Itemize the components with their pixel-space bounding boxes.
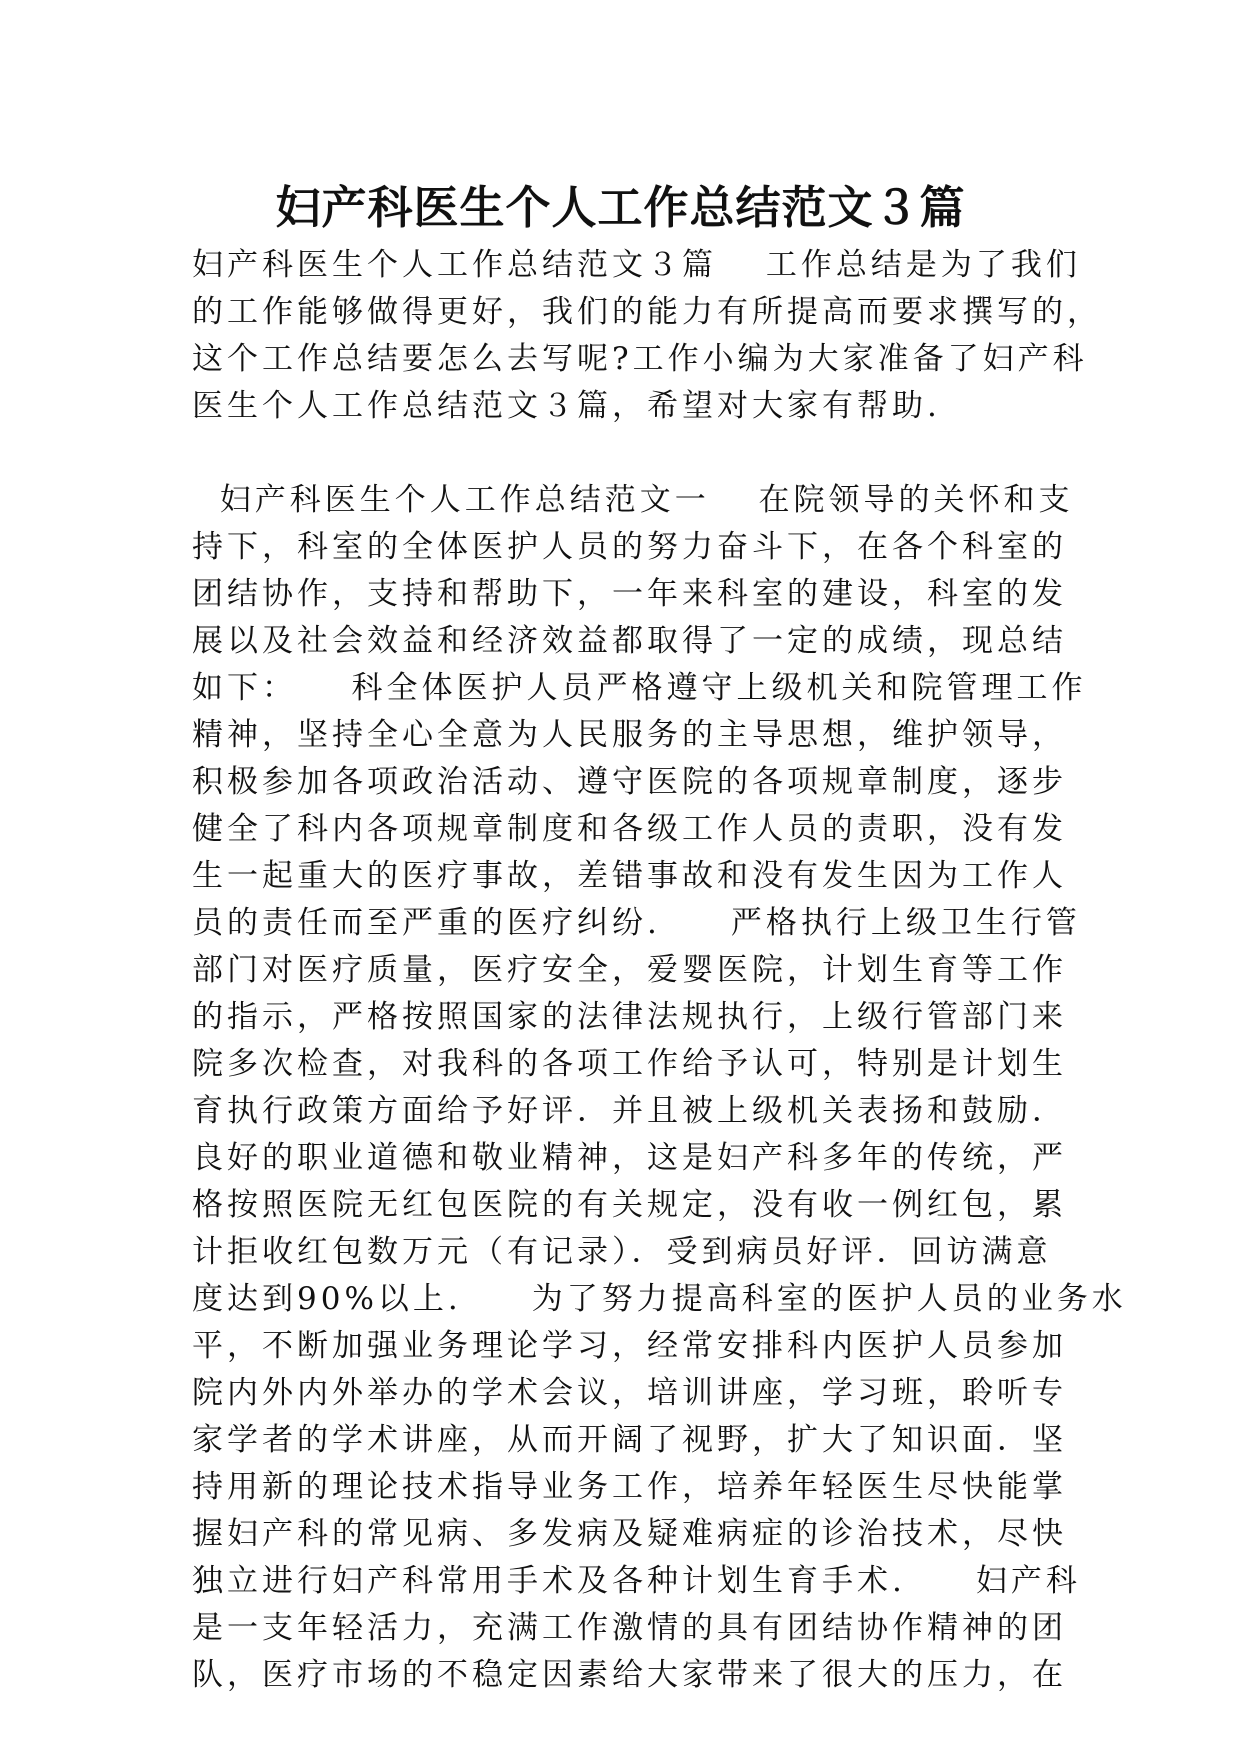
- text-line: 育执行政策方面给予好评．并且被上级机关表扬和鼓励．: [192, 1093, 1067, 1129]
- text-line: 院多次检查，对我科的各项工作给予认可，特别是计划生: [192, 1046, 1067, 1082]
- text-line: 员的责任而至严重的医疗纠纷. 严格执行上级卫生行管: [192, 905, 1081, 941]
- text-line: 持下，科室的全体医护人员的努力奋斗下，在各个科室的: [192, 529, 1067, 565]
- text-line: 积极参加各项政治活动、遵守医院的各项规章制度，逐步: [192, 764, 1067, 800]
- text-line: 精神，坚持全心全意为人民服务的主导思想，维护领导，: [192, 717, 1067, 753]
- text-line: 医生个人工作总结范文３篇，希望对大家有帮助.: [192, 388, 941, 424]
- text-line: 家学者的学术讲座，从而开阔了视野，扩大了知识面．坚: [192, 1422, 1067, 1458]
- text-line: 度达到90%以上. 为了努力提高科室的医护人员的业务水: [192, 1281, 1127, 1317]
- text-line: 妇产科医生个人工作总结范文一 在院领导的关怀和支: [192, 482, 1074, 518]
- text-line: 格按照医院无红包医院的有关规定，没有收一例红包，累: [192, 1187, 1067, 1223]
- section-one-paragraph: [192, 477, 1127, 1699]
- text-line: 计拒收红包数万元（有记录）．受到病员好评．回访满意: [192, 1234, 1052, 1270]
- text-line: 妇产科医生个人工作总结范文３篇 工作总结是为了我们: [192, 247, 1081, 283]
- text-line: 独立进行妇产科常用手术及各种计划生育手术. 妇产科: [192, 1563, 1081, 1599]
- text-line: 院内外内外举办的学术会议，培训讲座，学习班，聆听专: [192, 1375, 1067, 1411]
- intro-paragraph: [192, 242, 1102, 430]
- text-line: 握妇产科的常见病、多发病及疑难病症的诊治技术，尽快: [192, 1516, 1067, 1552]
- text-line: 队，医疗市场的不稳定因素给大家带来了很大的压力，在: [192, 1657, 1067, 1693]
- text-line: 生一起重大的医疗事故，差错事故和没有发生因为工作人: [192, 858, 1067, 894]
- text-line: 平，不断加强业务理论学习，经常安排科内医护人员参加: [192, 1328, 1067, 1364]
- text-line: 的工作能够做得更好，我们的能力有所提高而要求撰写的，: [192, 294, 1102, 330]
- document-title: 妇产科医生个人工作总结范文３篇: [275, 181, 966, 234]
- text-line: 如下： 科全体医护人员严格遵守上级机关和院管理工作: [192, 670, 1087, 706]
- text-line: 这个工作总结要怎么去写呢?工作小编为大家准备了妇产科: [192, 341, 1088, 377]
- text-line: 部门对医疗质量，医疗安全，爱婴医院，计划生育等工作: [192, 952, 1067, 988]
- text-line: 是一支年轻活力，充满工作激情的具有团结协作精神的团: [192, 1610, 1067, 1646]
- text-line: 健全了科内各项规章制度和各级工作人员的责职，没有发: [192, 811, 1067, 847]
- text-line: 良好的职业道德和敬业精神，这是妇产科多年的传统，严: [192, 1140, 1067, 1176]
- text-line: 的指示，严格按照国家的法律法规执行，上级行管部门来: [192, 999, 1067, 1035]
- text-line: 团结协作，支持和帮助下，一年来科室的建设，科室的发: [192, 576, 1067, 612]
- document-body: [192, 242, 1127, 1699]
- paragraph-spacer: [192, 430, 1052, 477]
- text-line: 持用新的理论技术指导业务工作，培养年轻医生尽快能掌: [192, 1469, 1067, 1505]
- text-line: 展以及社会效益和经济效益都取得了一定的成绩，现总结: [192, 623, 1067, 659]
